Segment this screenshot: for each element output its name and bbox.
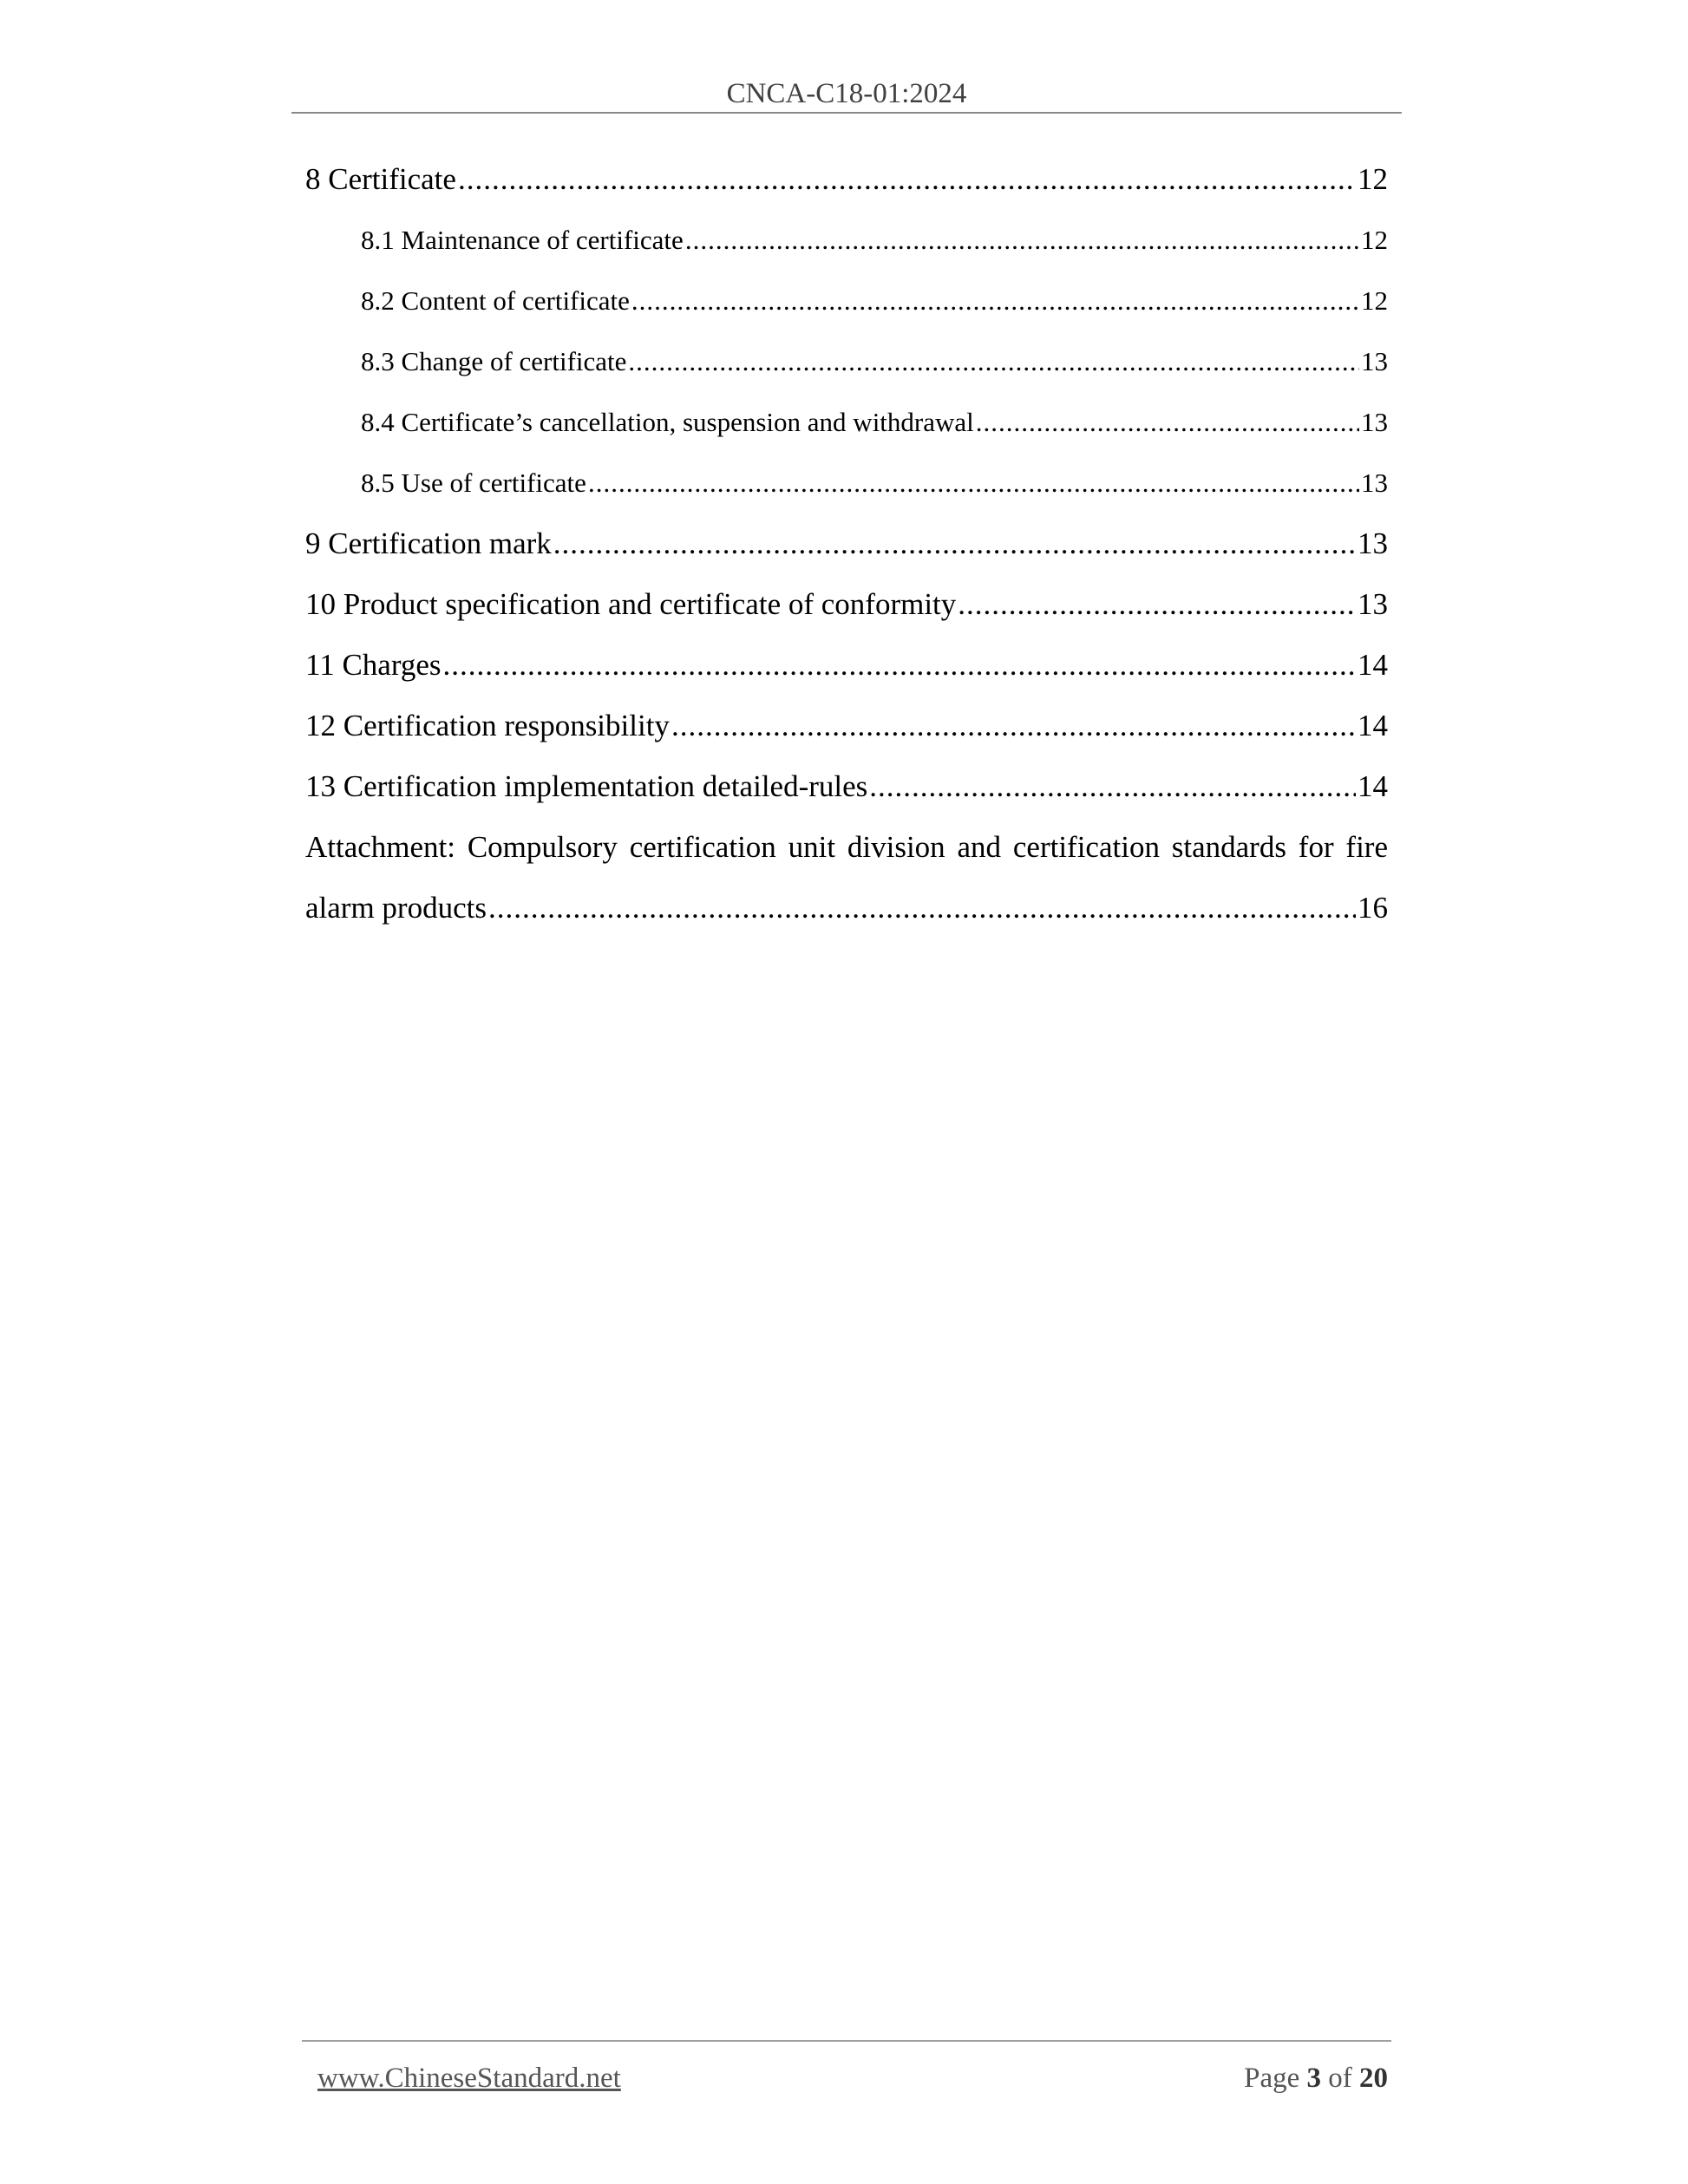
toc-entry-page: 14 [1358,648,1388,682]
toc-entry-title: 13 Certification implementation detailed-rules [305,769,868,803]
toc-leader-dots [958,574,1356,635]
toc-entry-8-4[interactable] [305,392,1388,453]
toc-leader-dots [671,696,1356,756]
table-of-contents [305,149,1388,938]
toc-leader-dots [631,271,1359,331]
toc-entry-page: 13 [1361,346,1388,376]
toc-entry-page: 13 [1361,407,1388,437]
toc-entry-title: 8.1 Maintenance of certificate [361,225,684,255]
toc-entry-8-3[interactable] [305,331,1388,392]
toc-entry-12[interactable] [305,696,1388,756]
toc-entry-page: 16 [1358,891,1388,925]
toc-entry-page: 14 [1358,709,1388,742]
toc-entry-title: 8.2 Content of certificate [361,285,630,316]
footer-divider [302,2040,1391,2042]
toc-entry-title: 8.4 Certificate’s cancellation, suspension and withdrawal [361,407,974,437]
toc-entry-title: alarm products [305,891,487,925]
toc-entry-page: 12 [1361,225,1388,255]
toc-entry-page: 13 [1361,468,1388,498]
toc-entry-title: 10 Product specification and certificate of conformity [305,587,957,621]
toc-entry-title: 12 Certification responsibility [305,709,670,742]
toc-entry-title: 8.5 Use of certificate [361,468,586,498]
toc-entry-13[interactable] [305,756,1388,817]
toc-leader-dots [443,635,1356,696]
footer-current-page: 3 [1306,2063,1321,2094]
toc-entry-8[interactable] [305,149,1388,210]
toc-entry-11[interactable] [305,635,1388,696]
footer-website-link[interactable]: www.ChineseStandard.net [317,2063,621,2094]
toc-entry-page: 14 [1358,769,1388,803]
toc-leader-dots [976,392,1359,453]
toc-entry-title: 8.3 Change of certificate [361,346,627,376]
toc-entry-8-1[interactable] [305,210,1388,271]
toc-entry-8-5[interactable] [305,453,1388,513]
toc-entry-title: 8 Certificate [305,162,456,196]
toc-leader-dots [553,513,1356,574]
toc-entry-title: 9 Certification mark [305,526,552,560]
toc-entry-9[interactable] [305,513,1388,574]
footer-of-word: of [1328,2063,1352,2094]
toc-entry-attachment-line2[interactable] [305,878,1388,938]
toc-entry-8-2[interactable] [305,271,1388,331]
toc-entry-attachment-line1[interactable]: Attachment: Compulsory certification unit division and certification standards for fire [305,830,1388,864]
toc-leader-dots [685,210,1359,271]
footer-page-word: Page [1244,2063,1300,2094]
toc-entry-title: 11 Charges [305,648,442,682]
toc-entry-page: 12 [1358,162,1388,196]
toc-entry-page: 13 [1358,526,1388,560]
toc-entry-10[interactable] [305,574,1388,635]
toc-leader-dots [628,331,1359,392]
toc-entry-page: 13 [1358,587,1388,621]
toc-leader-dots [869,756,1356,817]
toc-leader-dots [458,149,1356,210]
toc-leader-dots [588,453,1359,513]
header-divider [291,112,1402,114]
toc-leader-dots [488,878,1356,938]
toc-entry-page: 12 [1361,285,1388,316]
footer-page-indicator [1244,2061,1388,2096]
header-doc-code: CNCA-C18-01:2024 [726,78,967,109]
footer-total-pages: 20 [1359,2063,1388,2094]
